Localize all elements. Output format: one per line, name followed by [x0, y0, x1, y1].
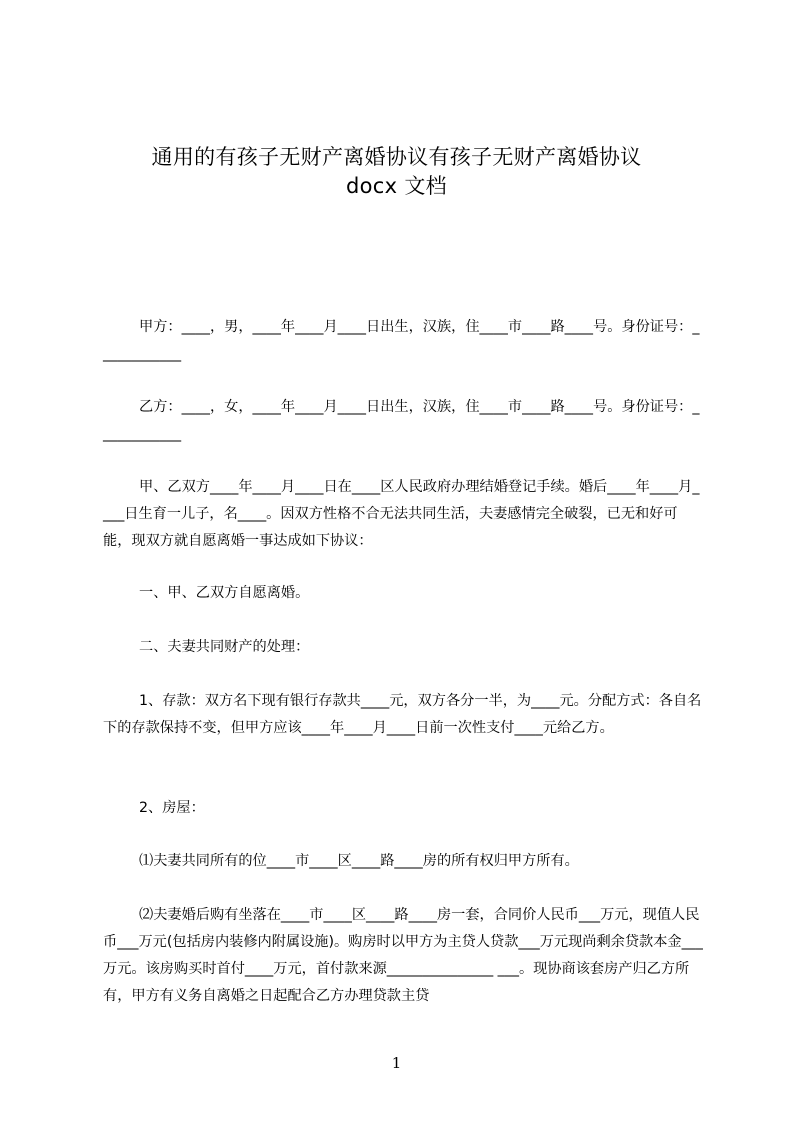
paragraph-housing: 2、房屋： — [139, 800, 205, 816]
paragraph-housing-2: ⑵夫妻婚后购有坐落在____市____区____路____房一套，合同价人民币___万元，现值人民币___万元(包括房内装修内附属设施)。购房时以甲方为主贷人贷款___万元现尚剩余贷款本金___万元。该房购买时首付____万元，首付款来源_______________ ___。现协商该套房产归乙方所有，甲方有义务自离婚之日起配合乙方办理贷款主贷 — [103, 907, 703, 1004]
document-title-line2: docx 文档 — [346, 174, 447, 198]
paragraph-clause-1: 一、甲、乙双方自愿离婚。 — [139, 585, 310, 601]
page-number: 1 — [391, 1054, 402, 1072]
paragraph-marriage-info: 甲、乙双方____年____月____日在____区人民政府办理结婚登记手续。婚后____年____月____日生育一儿子，名____。因双方性格不合无法共同生活，夫妻感情完全破裂，已无和好可能，现双方就自愿离婚一事达成如下协议： — [103, 479, 700, 549]
paragraph-housing-1: ⑴夫妻共同所有的位____市____区____路____房的所有权归甲方所有。 — [139, 853, 579, 869]
paragraph-party-b: 乙方：____，女，____年____月____日出生，汉族，住____市____路____号。身份证号：____________ — [103, 399, 700, 442]
document-title-line1: 通用的有孩子无财产离婚协议有孩子无财产离婚协议 — [151, 145, 642, 169]
paragraph-deposits: 1、存款：双方名下现有银行存款共____元，双方各分一半，为____元。分配方式：各自名下的存款保持不变，但甲方应该____年____月____日前一次性支付____元给乙方。 — [103, 693, 702, 736]
paragraph-clause-2: 二、夫妻共同财产的处理： — [139, 639, 310, 655]
paragraph-party-a: 甲方：____，男，____年____月____日出生，汉族，住____市____路____号。身份证号：____________ — [103, 319, 700, 362]
